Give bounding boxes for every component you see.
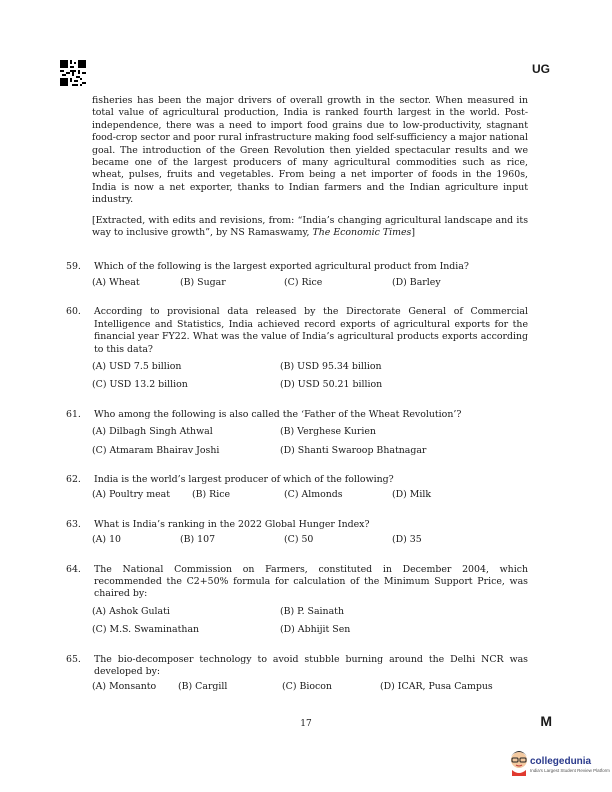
page-number: 17 [300, 719, 312, 729]
option-b: (B) Verghese Kurien [280, 426, 376, 438]
option-a: (A) Poultry meat [92, 489, 170, 501]
option-d: (D) Milk [392, 489, 432, 501]
options [92, 534, 528, 546]
question-number: 60. [66, 306, 81, 318]
question-number: 59. [66, 261, 81, 273]
option-b: (B) Rice [192, 489, 231, 501]
option-c: (C) USD 13.2 billion [92, 379, 188, 391]
question-61 [66, 408, 528, 457]
question-59 [66, 261, 528, 289]
option-d: (D) USD 50.21 billion [280, 379, 383, 391]
option-c: (C) Atmaram Bhairav Joshi [92, 444, 220, 456]
source-publication: The Economic Times [312, 227, 412, 239]
option-b: (B) Cargill [178, 681, 228, 693]
option-b: (B) Sugar [180, 276, 226, 288]
set-mark: M [540, 713, 552, 729]
options [92, 681, 528, 693]
question-number: 64. [66, 563, 81, 575]
passage-text: fisheries has been the major drivers of overall growth in the sector. When measured in total value of agricultural production, India is ranked fourth largest in the world. Post-independence, there was a need to import food grains due to low-productivity, stagnant food-crop sector and poor rural infrastructure making food self-sufficiency a major national goal. The introduction of the Green Revolution then yielded spectacular results and we became one of the largest producers of many agricultural commodities such as rice, wheat, pulses, fruits and vegetables. From being a net importer of foods in the 1960s, India is now a net exporter, thanks to Indian farmers and the Indian agriculture input industry. [92, 95, 528, 206]
question-text: India is the world’s largest producer of which of the following? [94, 473, 394, 485]
option-c: (C) Biocon [282, 681, 332, 693]
question-63 [66, 518, 528, 547]
question-number: 61. [66, 408, 81, 420]
option-d: (D) ICAR, Pusa Campus [380, 681, 493, 693]
qr-code [60, 60, 86, 86]
question-number: 62. [66, 473, 81, 485]
question-text: The bio-decomposer technology to avoid stubble burning around the Delhi NCR was developed by: [94, 653, 528, 677]
watermark-brand: collegedunia [530, 756, 592, 767]
source-prefix: [Extracted, with edits and revisions, from: “India’s changing agricultural landscape and its way to inclusive growth”, by NS Ramaswamy, [92, 214, 528, 239]
question-60 [66, 306, 528, 391]
question-65 [66, 653, 528, 694]
option-d: (D) 35 [392, 534, 422, 546]
option-b: (B) USD 95.34 billion [280, 360, 382, 372]
options [92, 606, 528, 637]
option-a: (A) Wheat [92, 276, 140, 288]
option-b: (B) P. Sainath [280, 605, 344, 617]
question-text: What is India’s ranking in the 2022 Global Hunger Index? [94, 518, 370, 530]
paper-tag: UG [532, 62, 550, 76]
option-a: (A) USD 7.5 billion [92, 360, 182, 372]
option-a: (A) 10 [92, 534, 121, 546]
options [92, 277, 528, 289]
collegedunia-mascot-icon [508, 748, 530, 776]
question-number: 63. [66, 518, 81, 530]
option-c: (C) Almonds [284, 489, 343, 501]
option-c: (C) M.S. Swaminathan [92, 624, 200, 636]
option-c: (C) 50 [284, 534, 314, 546]
options [92, 489, 528, 501]
option-a: (A) Dilbagh Singh Athwal [92, 426, 213, 438]
watermark-tagline: India's Largest Student Review Platform [530, 768, 610, 773]
source-suffix: ] [411, 227, 416, 239]
question-text: Which of the following is the largest exported agricultural product from India? [94, 261, 469, 273]
option-c: (C) Rice [284, 276, 323, 288]
option-d: (D) Shanti Swaroop Bhatnagar [280, 444, 427, 456]
option-a: (A) Ashok Gulati [92, 605, 170, 617]
question-64 [66, 563, 528, 637]
option-d: (D) Abhijit Sen [280, 624, 351, 636]
option-d: (D) Barley [392, 276, 441, 288]
question-62 [66, 473, 528, 502]
question-number: 65. [66, 653, 81, 665]
question-text: Who among the following is also called the ‘Father of the Wheat Revolution’? [94, 408, 462, 420]
question-text: The National Commission on Farmers, constituted in December 2004, which recommended the C2+50% formula for calculation of the Minimum Support Price, was chaired by: [94, 563, 528, 600]
options [92, 426, 528, 457]
options [92, 361, 528, 392]
option-a: (A) Monsanto [92, 681, 157, 693]
passage-source [92, 215, 528, 240]
option-b: (B) 107 [180, 534, 216, 546]
question-text: According to provisional data released by the Directorate General of Commercial Intelligence and Statistics, India achieved record exports of agricultural exports for the financial year FY22. What was the value of India’s agricultural products exports according to this data? [94, 306, 528, 355]
page-content [66, 95, 528, 694]
